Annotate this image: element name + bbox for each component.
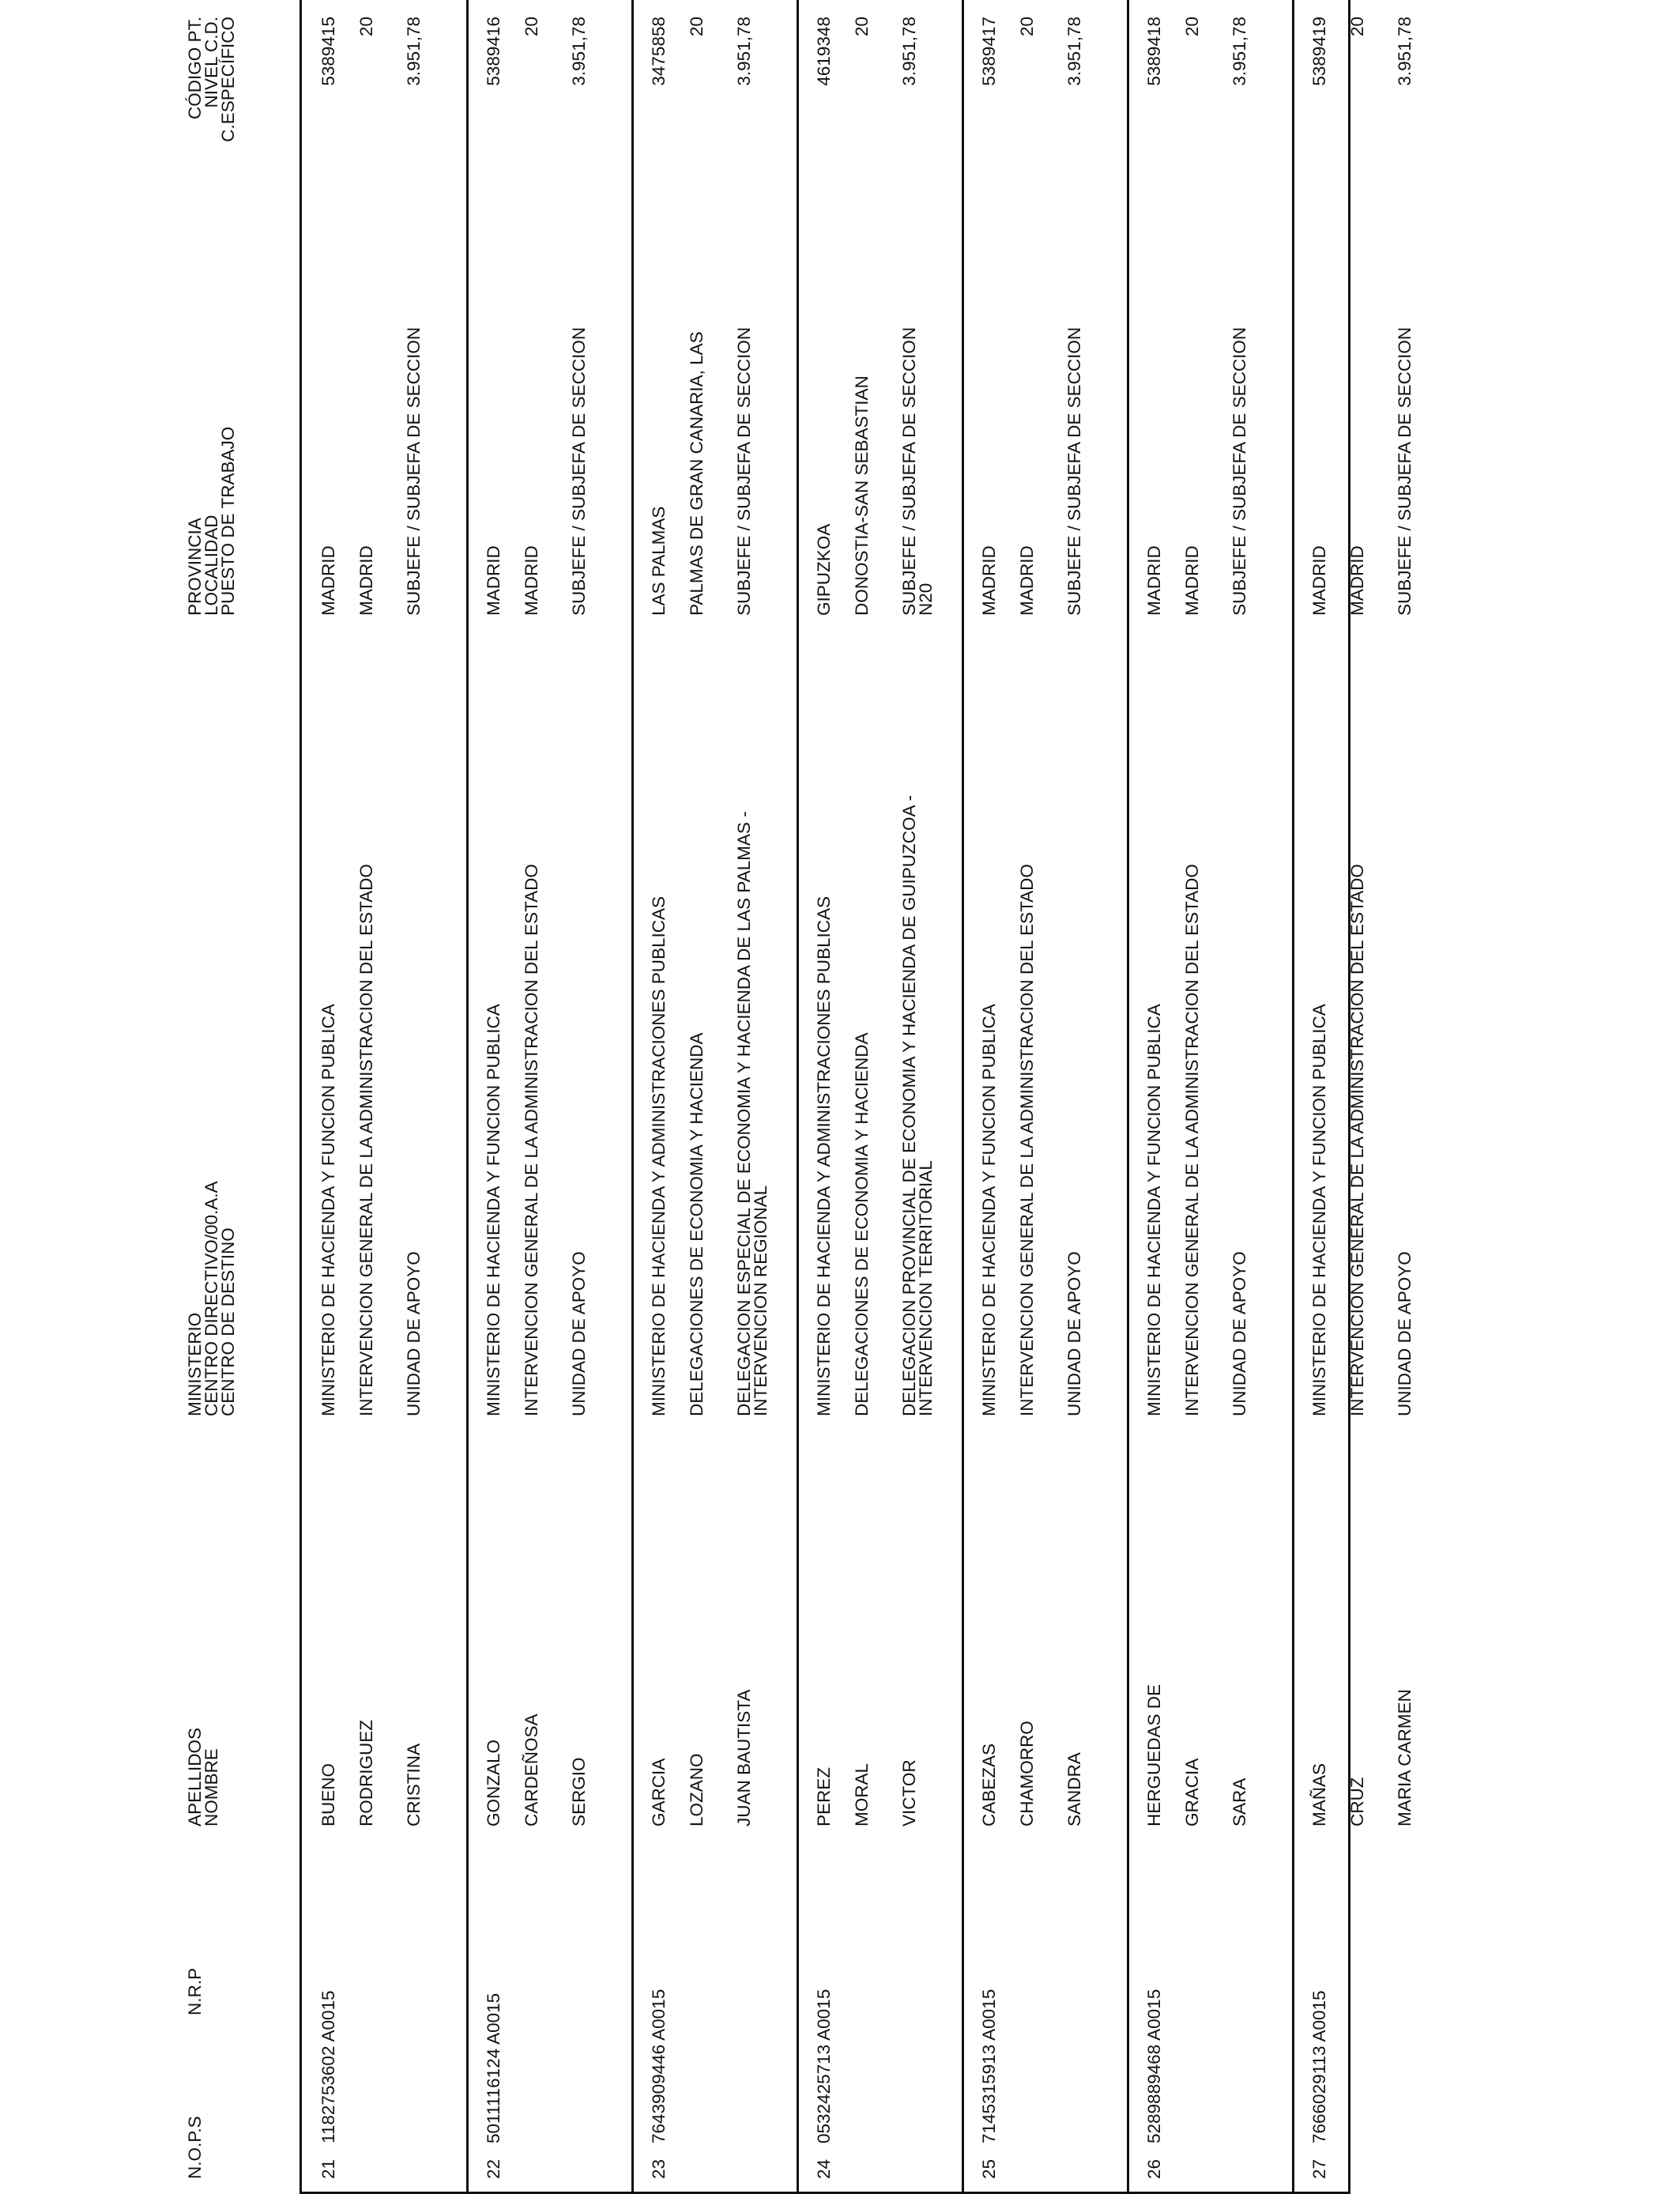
row-localidad: MADRID bbox=[522, 545, 541, 616]
row-provincia: LAS PALMAS bbox=[649, 506, 669, 616]
row-localidad: MADRID bbox=[1182, 545, 1202, 616]
row-nivel: 20 bbox=[852, 17, 872, 37]
row-especifico: 3.951,78 bbox=[734, 17, 754, 86]
row-provincia: MADRID bbox=[484, 545, 503, 616]
row-nivel: 20 bbox=[522, 17, 541, 37]
row-localidad: PALMAS DE GRAN CANARIA, LAS bbox=[687, 331, 706, 616]
row-localidad: MADRID bbox=[1347, 545, 1367, 616]
row-nops: 22 bbox=[484, 2158, 503, 2179]
row-nrp: 1182753602 A0015 bbox=[318, 1990, 338, 2143]
row-puesto: SUBJEFE / SUBJEFA DE SECCION bbox=[1064, 326, 1084, 616]
row-apellido1: MAÑAS bbox=[1309, 1762, 1329, 1826]
row-ministerio: MINISTERIO DE HACIENDA Y FUNCION PUBLICA bbox=[484, 1004, 503, 1416]
row-nombre: JUAN BAUTISTA bbox=[734, 1689, 754, 1826]
row-nrp: 0532425713 A0015 bbox=[814, 1989, 834, 2143]
row-destino: INTERVENCION TERRITORIAL bbox=[916, 1160, 936, 1416]
table-row bbox=[301, 0, 466, 2194]
row-provincia: GIPUZKOA bbox=[814, 523, 834, 616]
table-row bbox=[466, 0, 631, 2194]
row-nops: 23 bbox=[649, 2158, 669, 2179]
row-puesto: SUBJEFE / SUBJEFA DE SECCION bbox=[899, 326, 919, 616]
row-puesto: SUBJEFE / SUBJEFA DE SECCION bbox=[1395, 326, 1414, 616]
row-apellido2: CHAMORRO bbox=[1017, 1721, 1037, 1826]
row-nrp: 7145315913 A0015 bbox=[979, 1989, 999, 2143]
row-especifico: 3.951,78 bbox=[1395, 17, 1414, 86]
row-ministerio: MINISTERIO DE HACIENDA Y ADMINISTRACIONES PUBLICAS bbox=[649, 895, 669, 1416]
row-destino: UNIDAD DE APOYO bbox=[404, 1251, 424, 1416]
row-destino: DELEGACION ESPECIAL DE ECONOMIA Y HACIENDA DE LAS PALMAS - bbox=[734, 811, 754, 1416]
row-provincia: MADRID bbox=[979, 545, 999, 616]
table-header bbox=[0, 0, 300, 2194]
row-especifico: 3.951,78 bbox=[1064, 17, 1084, 86]
row-apellido1: PEREZ bbox=[814, 1766, 834, 1826]
row-apellido1: HERGUEDAS DE bbox=[1144, 1683, 1164, 1826]
row-nops: 24 bbox=[814, 2158, 834, 2179]
row-nrp: 7666029113 A0015 bbox=[1309, 1990, 1329, 2143]
table-row bbox=[1127, 0, 1292, 2194]
row-nrp: 5289889468 A0015 bbox=[1144, 1989, 1164, 2143]
row-nombre: SERGIO bbox=[569, 1757, 589, 1826]
row-nrp: 5011116124 A0015 bbox=[484, 1992, 503, 2143]
row-codigo: 4619348 bbox=[814, 17, 834, 86]
row-apellido2: LOZANO bbox=[687, 1753, 706, 1826]
row-especifico: 3.951,78 bbox=[899, 17, 919, 86]
row-nivel: 20 bbox=[1347, 17, 1367, 37]
table-row bbox=[797, 0, 962, 2194]
row-apellido2: CARDEÑOSA bbox=[522, 1713, 541, 1826]
row-nops: 25 bbox=[979, 2158, 999, 2179]
row-apellido2: RODRIGUEZ bbox=[356, 1720, 376, 1826]
row-centro: INTERVENCION GENERAL DE LA ADMINISTRACION DEL ESTADO bbox=[522, 864, 541, 1416]
row-destino: UNIDAD DE APOYO bbox=[1395, 1251, 1414, 1416]
row-puesto: N20 bbox=[916, 582, 936, 616]
row-codigo: 5389416 bbox=[484, 17, 503, 86]
row-localidad: MADRID bbox=[356, 545, 376, 616]
row-nombre: VICTOR bbox=[899, 1759, 919, 1826]
row-codigo: 5389417 bbox=[979, 17, 999, 86]
row-nops: 26 bbox=[1144, 2158, 1164, 2179]
row-ministerio: MINISTERIO DE HACIENDA Y FUNCION PUBLICA bbox=[1309, 1004, 1329, 1416]
row-provincia: MADRID bbox=[1144, 545, 1164, 616]
row-divider bbox=[1292, 0, 1294, 2194]
row-codigo: 5389419 bbox=[1309, 17, 1329, 86]
header-apellidos: APELLIDOS NOMBRE bbox=[185, 1727, 221, 1826]
row-destino: UNIDAD DE APOYO bbox=[1064, 1251, 1084, 1416]
row-nivel: 20 bbox=[1182, 17, 1202, 37]
row-apellido1: GARCIA bbox=[649, 1758, 669, 1826]
row-nivel: 20 bbox=[687, 17, 706, 37]
appointments-table bbox=[301, 0, 1414, 2194]
row-destino: DELEGACION PROVINCIAL DE ECONOMIA Y HACIENDA DE GUIPUZCOA - bbox=[899, 794, 919, 1416]
row-divider bbox=[962, 0, 964, 2194]
row-centro: INTERVENCION GENERAL DE LA ADMINISTRACION DEL ESTADO bbox=[1017, 864, 1037, 1416]
row-apellido2: CRUZ bbox=[1347, 1777, 1367, 1826]
row-nombre: SARA bbox=[1230, 1777, 1249, 1826]
row-localidad: DONOSTIA-SAN SEBASTIAN bbox=[852, 375, 872, 616]
row-especifico: 3.951,78 bbox=[1230, 17, 1249, 86]
row-apellido1: CABEZAS bbox=[979, 1743, 999, 1826]
table-row bbox=[631, 0, 797, 2194]
row-destino: UNIDAD DE APOYO bbox=[1230, 1251, 1249, 1416]
row-nops: 21 bbox=[318, 2158, 338, 2179]
row-apellido2: GRACIA bbox=[1182, 1758, 1202, 1826]
row-provincia: MADRID bbox=[1309, 545, 1329, 616]
row-localidad: MADRID bbox=[1017, 545, 1037, 616]
row-nops: 27 bbox=[1309, 2158, 1329, 2179]
row-centro: DELEGACIONES DE ECONOMIA Y HACIENDA bbox=[852, 1032, 872, 1416]
row-codigo: 3475858 bbox=[649, 17, 669, 86]
row-puesto: SUBJEFE / SUBJEFA DE SECCION bbox=[734, 326, 754, 616]
row-centro: INTERVENCION GENERAL DE LA ADMINISTRACION DEL ESTADO bbox=[1347, 864, 1367, 1416]
row-ministerio: MINISTERIO DE HACIENDA Y FUNCION PUBLICA bbox=[318, 1004, 338, 1416]
row-codigo: 5389418 bbox=[1144, 17, 1164, 86]
row-destino: UNIDAD DE APOYO bbox=[569, 1251, 589, 1416]
row-ministerio: MINISTERIO DE HACIENDA Y ADMINISTRACIONES PUBLICAS bbox=[814, 895, 834, 1416]
row-nombre: CRISTINA bbox=[404, 1743, 424, 1826]
row-codigo: 5389415 bbox=[318, 17, 338, 86]
row-provincia: MADRID bbox=[318, 545, 338, 616]
row-centro: INTERVENCION GENERAL DE LA ADMINISTRACION DEL ESTADO bbox=[356, 864, 376, 1416]
header-ministerio: MINISTERIO CENTRO DIRECTIVO/00.A.A CENTRO DE DESTINO bbox=[185, 1181, 238, 1416]
row-ministerio: MINISTERIO DE HACIENDA Y FUNCION PUBLICA bbox=[1144, 1004, 1164, 1416]
row-especifico: 3.951,78 bbox=[569, 17, 589, 86]
row-divider bbox=[1127, 0, 1129, 2194]
row-ministerio: MINISTERIO DE HACIENDA Y FUNCION PUBLICA bbox=[979, 1004, 999, 1416]
row-puesto: SUBJEFE / SUBJEFA DE SECCION bbox=[1230, 326, 1249, 616]
row-especifico: 3.951,78 bbox=[404, 17, 424, 86]
row-divider bbox=[631, 0, 634, 2194]
header-codigo: CÓDIGO PT. NIVEL C.D. C.ESPECÍFICO bbox=[185, 17, 238, 142]
row-apellido2: MORAL bbox=[852, 1762, 872, 1826]
row-puesto: SUBJEFE / SUBJEFA DE SECCION bbox=[569, 326, 589, 616]
table-row bbox=[1292, 0, 1457, 2194]
row-nombre: MARIA CARMEN bbox=[1395, 1689, 1414, 1826]
row-centro: INTERVENCION GENERAL DE LA ADMINISTRACION DEL ESTADO bbox=[1182, 864, 1202, 1416]
row-nivel: 20 bbox=[356, 17, 376, 37]
row-puesto: SUBJEFE / SUBJEFA DE SECCION bbox=[404, 326, 424, 616]
row-nombre: SANDRA bbox=[1064, 1752, 1084, 1826]
row-apellido1: BUENO bbox=[318, 1762, 338, 1826]
row-divider bbox=[797, 0, 799, 2194]
header-nops: N.O.P.S bbox=[185, 2116, 205, 2179]
header-nrp: N.R.P bbox=[185, 1967, 205, 2015]
row-divider bbox=[466, 0, 469, 2194]
row-destino: INTERVENCION REGIONAL bbox=[751, 1185, 770, 1416]
row-nrp: 7643909446 A0015 bbox=[649, 1989, 669, 2143]
row-nivel: 20 bbox=[1017, 17, 1037, 37]
row-apellido1: GONZALO bbox=[484, 1739, 503, 1826]
header-provincia: PROVINCIA LOCALIDAD PUESTO DE TRABAJO bbox=[185, 426, 238, 616]
table-row bbox=[962, 0, 1127, 2194]
row-centro: DELEGACIONES DE ECONOMIA Y HACIENDA bbox=[687, 1032, 706, 1416]
